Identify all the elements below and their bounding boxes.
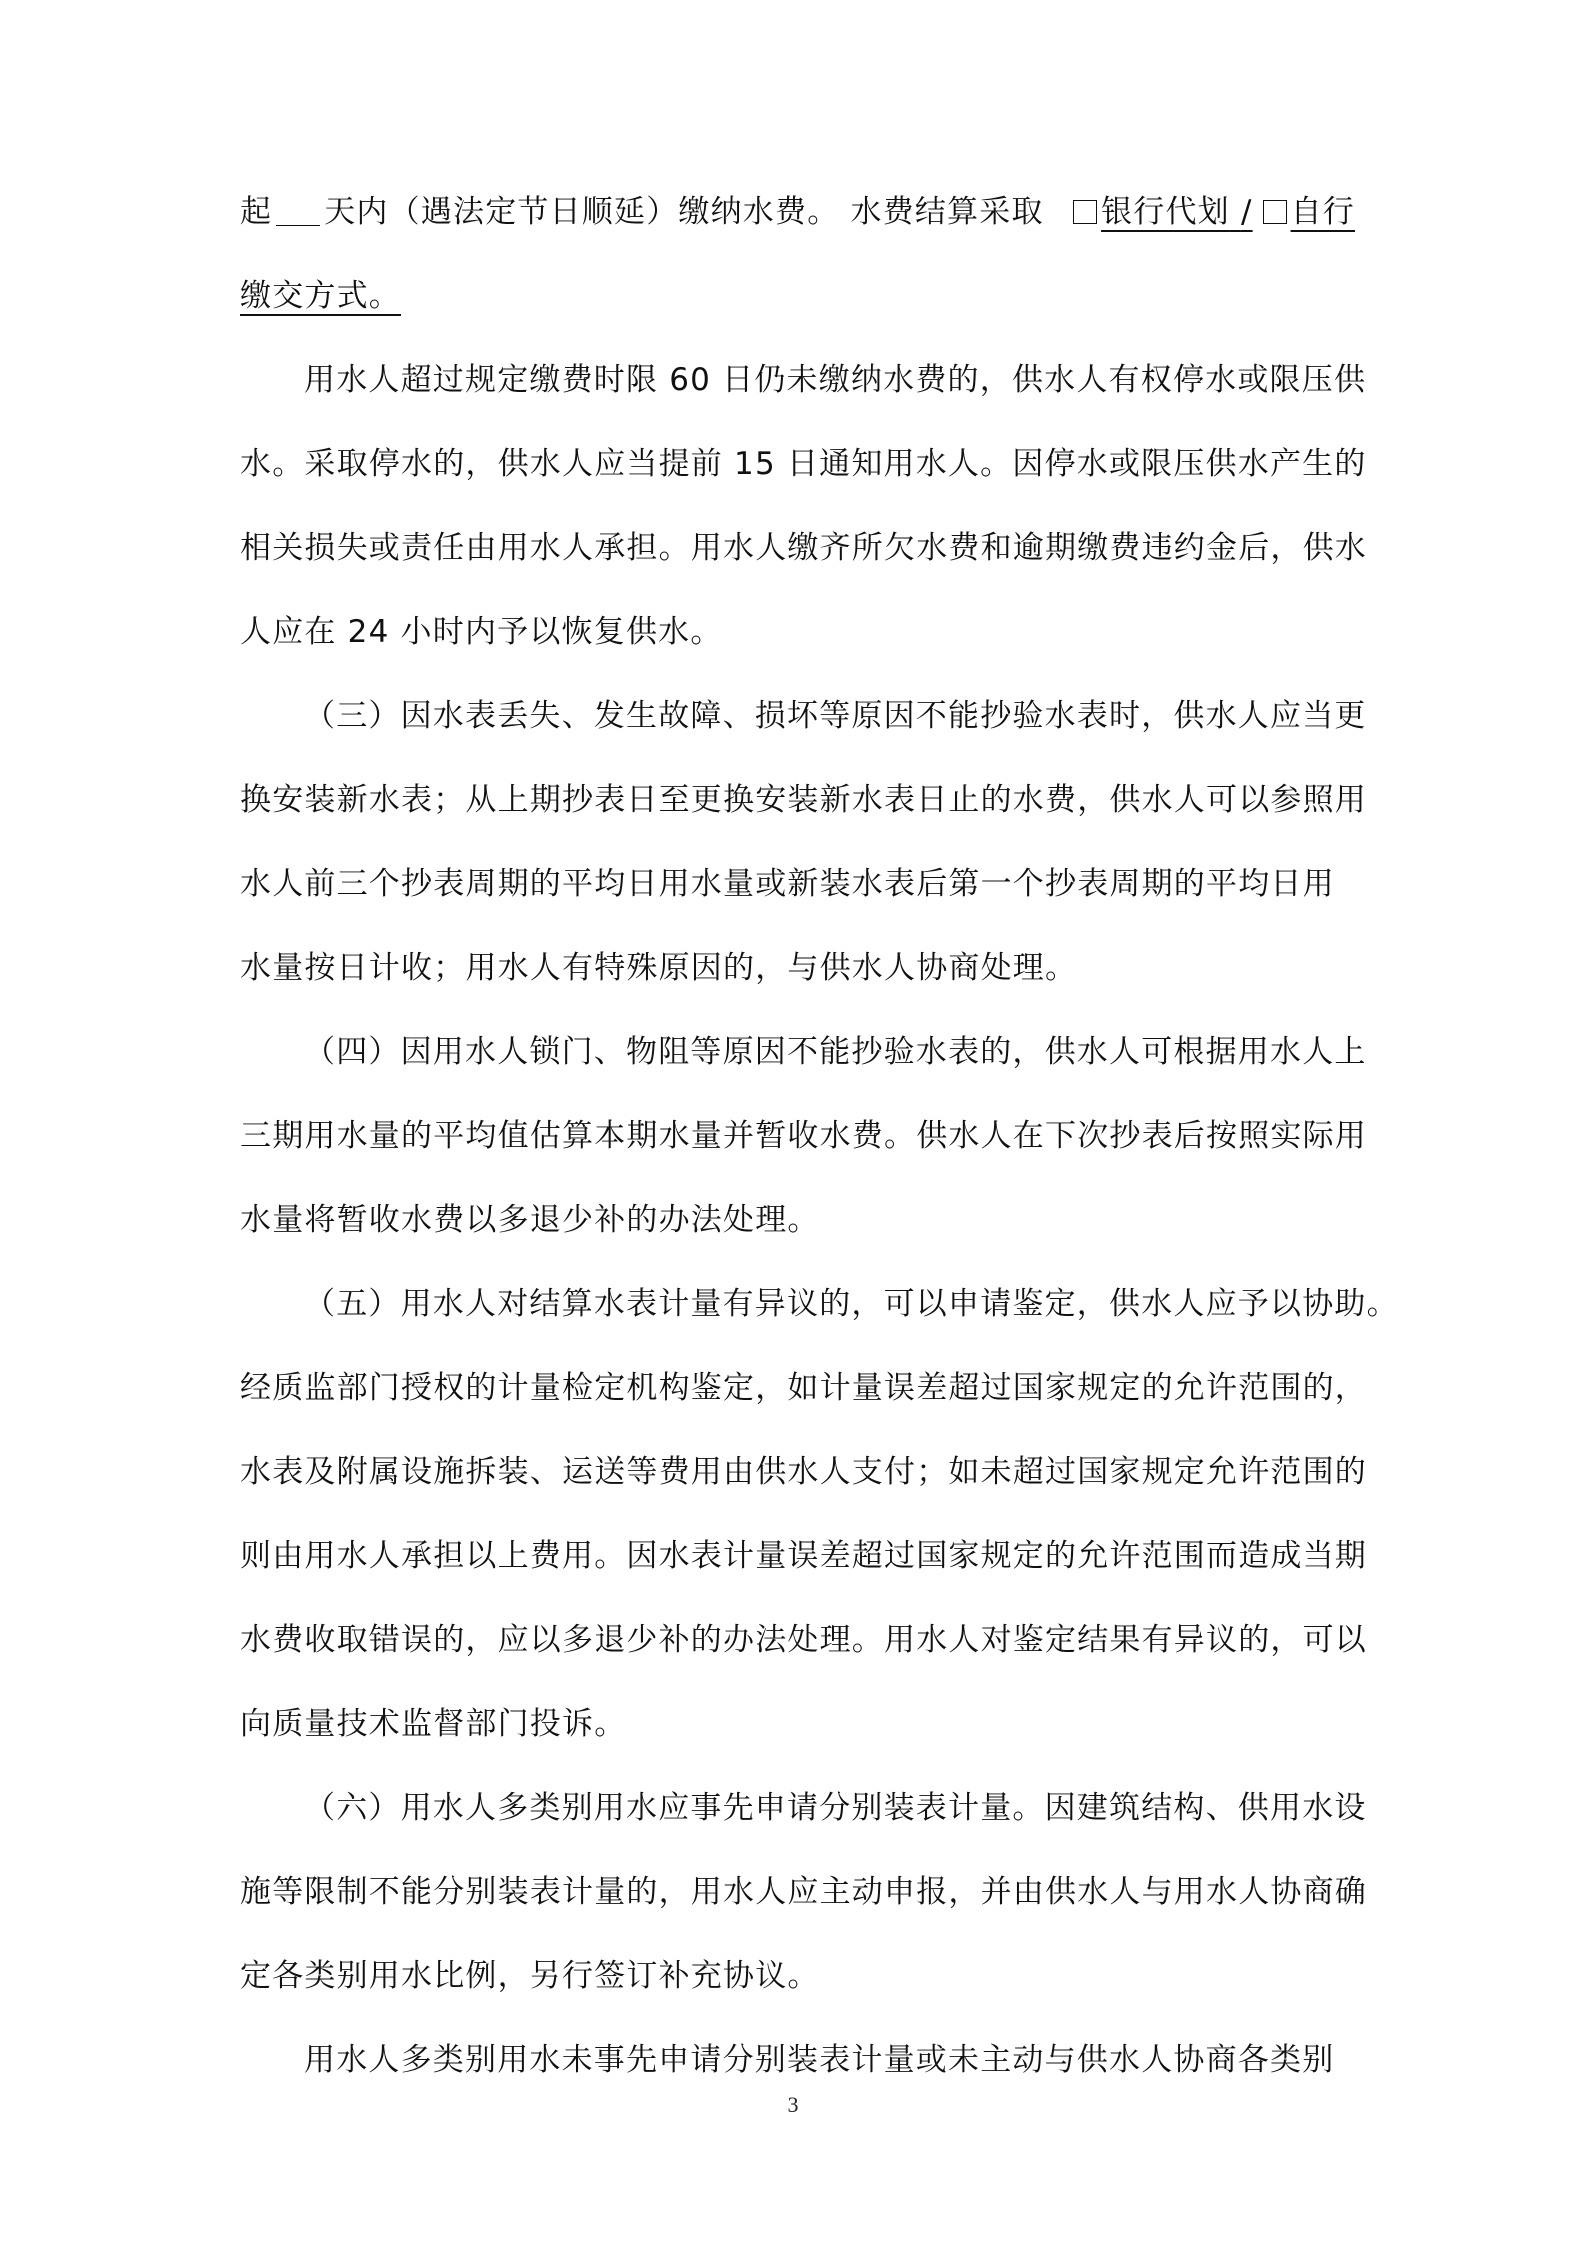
para-5-line-6: 向质量技术监督部门投诉。 [240, 1706, 627, 1742]
para-4-line-2: 三期用水量的平均值估算本期水量并暂收水费。供水人在下次抄表后按照实际用 [240, 1118, 1367, 1154]
para-3-line-1: （三）因水表丢失、发生故障、损坏等原因不能抄验水表时，供水人应当更 [304, 698, 1367, 734]
self-pay-checkbox[interactable] [1263, 200, 1287, 224]
first-para-line-2 [240, 254, 1355, 338]
para-6-line-3: 定各类别用水比例，另行签订补充协议。 [240, 1958, 820, 1994]
para-3-line-2: 换安装新水表；从上期抄表日至更换安装新水表日止的水费，供水人可以参照用 [240, 782, 1367, 818]
first-para-line-1 [240, 170, 1355, 254]
para-overdue-line-2: 水。采取停水的，供水人应当提前 15 日通知用水人。因停水或限压供水产生的 [240, 446, 1367, 482]
para-5-line-1: （五）用水人对结算水表计量有异议的，可以申请鉴定，供水人应予以协助。 [304, 1286, 1399, 1322]
para-overdue-line-1: 用水人超过规定缴费时限 60 日仍未缴纳水费的，供水人有权停水或限压供 [304, 362, 1367, 398]
payment-method-tail: 缴交方式。 [240, 278, 401, 314]
para-3-line-3: 水人前三个抄表周期的平均日用水量或新装水表后第一个抄表周期的平均日用 [240, 866, 1335, 902]
para-overdue-line-3: 相关损失或责任由用水人承担。用水人缴齐所欠水费和逾期缴费违约金后，供水 [240, 530, 1367, 566]
page-number: 3 [787, 2092, 799, 2117]
para-last-line-1: 用水人多类别用水未事先申请分别装表计量或未主动与供水人协商各类别 [304, 2042, 1335, 2078]
para-overdue-line-4: 人应在 24 小时内予以恢复供水。 [240, 614, 723, 650]
days-blank [276, 195, 320, 226]
para-6-line-2: 施等限制不能分别装表计量的，用水人应主动申报，并由供水人与用水人协商确 [240, 1874, 1367, 1910]
document-body [240, 170, 1399, 2102]
para-6-line-1: （六）用水人多类别用水应事先申请分别装表计量。因建筑结构、供用水设 [304, 1790, 1367, 1826]
para-4-line-1: （四）因用水人锁门、物阻等原因不能抄验水表的，供水人可根据用水人上 [304, 1034, 1367, 1070]
para-4-line-3: 水量将暂收水费以多退少补的办法处理。 [240, 1202, 820, 1238]
first-para-text: 起 天内（遇法定节日顺延）缴纳水费。 水费结算采取 [240, 194, 1044, 230]
para-5-line-5: 水费收取错误的，应以多退少补的办法处理。用水人对鉴定结果有异议的，可以 [240, 1622, 1367, 1658]
para-3-line-4: 水量按日计收；用水人有特殊原因的，与供水人协商处理。 [240, 950, 1078, 986]
payment-options: 银行代划 / 自行 [1063, 170, 1355, 254]
para-5-line-3: 水表及附属设施拆装、运送等费用由供水人支付；如未超过国家规定允许范围的 [240, 1454, 1367, 1490]
para-5-line-4: 则由用水人承担以上费用。因水表计量误差超过国家规定的允许范围而造成当期 [240, 1538, 1367, 1574]
bank-checkbox[interactable] [1073, 200, 1097, 224]
para-5-line-2: 经质监部门授权的计量检定机构鉴定，如计量误差超过国家规定的允许范围的， [240, 1370, 1367, 1406]
